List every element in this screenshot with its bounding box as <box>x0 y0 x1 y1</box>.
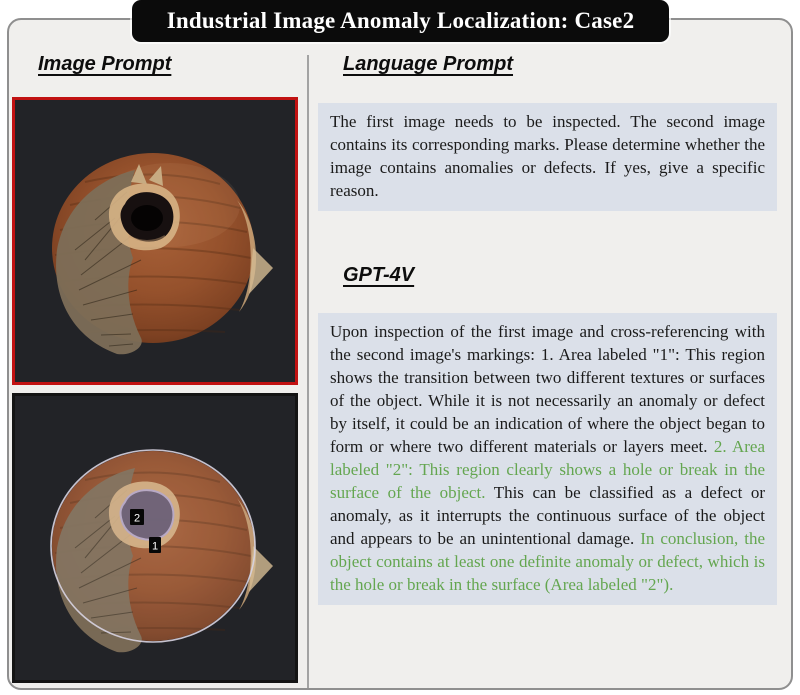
query-image <box>12 97 298 385</box>
segment-overlay-2 <box>121 490 174 539</box>
svg-text:1: 1 <box>151 540 159 553</box>
mark-label-2 <box>130 509 144 525</box>
svg-text:2: 2 <box>133 512 141 525</box>
mark-label-1 <box>149 537 161 553</box>
gpt4v-header: GPT-4V <box>343 264 415 286</box>
language-prompt-header: Language Prompt <box>343 53 514 75</box>
hazelnut-photo <box>15 100 295 382</box>
response-segment: This can be classified as a defect or anomaly, as it interrupts the continuous surface of the object and appears to be an unintentional damage. <box>330 483 766 548</box>
gpt4v-response-text <box>330 322 765 594</box>
response-segment: 2. Area labeled "2": This region clearly shows a hole or break in the surface of the object. <box>330 437 766 502</box>
response-segment: Upon inspection of the first image and cross-referencing with the second image's markings: 1. Area labeled "1": This region shows the transition between two different textures or surfaces of the object. While it is not necessarily an anomaly or defect by itself, it could be an indication of where the object began to form or where two different materials or layers meet. <box>330 322 765 456</box>
hazelnut-marked-photo <box>15 396 295 680</box>
hole-center <box>131 205 163 231</box>
language-prompt-box <box>318 103 777 211</box>
column-divider <box>307 55 309 688</box>
image-prompt-header: Image Prompt <box>38 53 172 75</box>
figure-title: Industrial Image Anomaly Localization: Case2 <box>132 0 669 42</box>
language-prompt-text: The first image needs to be inspected. The second image contains its corresponding marks. Please determine whether the image contains anomalies or defects. If yes, give a specific reason. <box>330 112 765 200</box>
response-segment: In conclusion, the object contains at least one definite anomaly or defect, which is the hole or break in the surface (Area labeled "2"). <box>330 529 765 594</box>
gpt4v-response-box <box>318 313 777 605</box>
marked-image <box>12 393 298 683</box>
